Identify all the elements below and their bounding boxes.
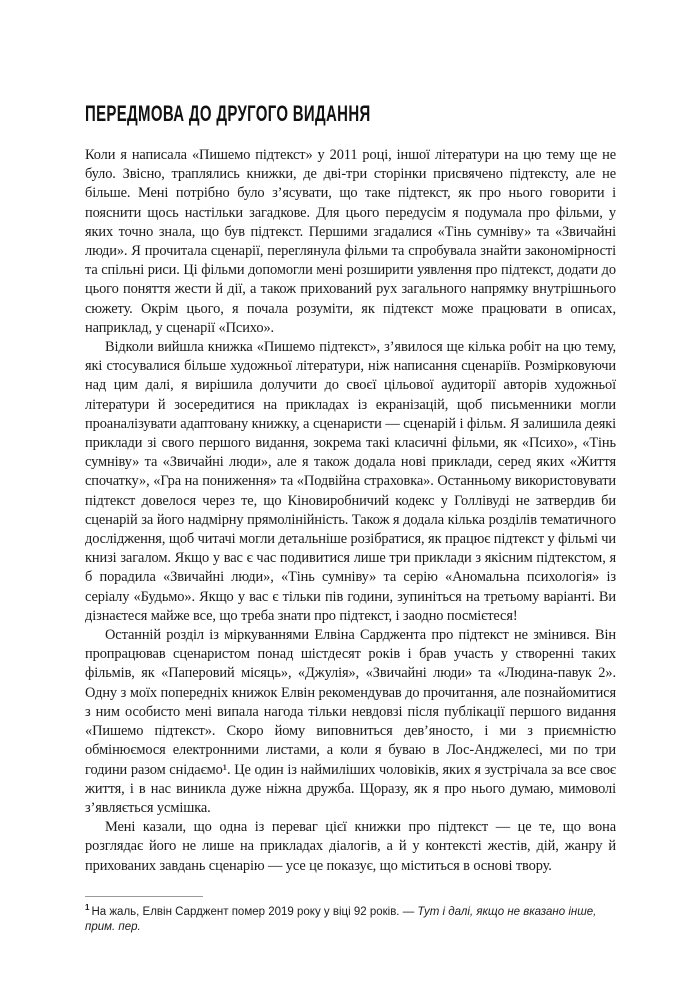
footnote-separator (85, 896, 203, 897)
footnote-translator-note: Тут і далі, якщо не вказано інше, прим. пер. (85, 905, 597, 933)
paragraph-1: Коли я написала «Пишемо підтекст» у 2011 році, іншої літератури на цю тему ще не було. Звісно, траплялись книжки, де дві-три сторінки присвячено підтексту, але не більше. Мені потрібно було з’ясувати, що таке підтекст, як про нього говорити і пояснити щось настільки загадкове. Для цього передусім я подумала про фільми, у яких точно знала, що був підтекст. Першими згадалися «Тінь сумніву» та «Звичайні люди». Я прочитала сценарії, переглянула фільми та спробувала знайти закономірності та спільні риси. Ці фільми допомогли мені розширити уявлення про підтекст, додати до цього поняття жести й дії, а також прихований рух загального напрямку внутрішнього сюжету. Окрім цього, я почала розуміти, як підтекст може працювати в описах, наприклад, у сценарії «Психо». (85, 147, 616, 336)
footnote (85, 902, 616, 935)
paragraph-3: Останній розділ із міркуваннями Елвіна Сарджента про підтекст не змінився. Він пропрацював сценаристом понад шістдесят років і брав участь у створенні таких фільмів, як «Паперовий місяць», «Джулія», «Звичайні люди» та «Людина-павук 2». Одну з моїх попередніх книжок Елвін рекомендував до прочитання, але познайомитися з ним особисто мені випала нагода тільки невдовзі після публікації першого видання «Пишемо підтекст». Скоро йому виповниться дев’яносто, і ми з приємністю обмінюємося електронними листами, а коли я буваю в Лос-Анджелесі, ми по три години разом снідаємо¹. Це один із наймиліших чоловіків, яких я зустрічала за все своє життя, і в нас виникла дуже ніжна дружба. Щоразу, як я про нього думаю, мимоволі з’являється усмішка. (85, 627, 616, 816)
page-content (85, 103, 616, 935)
chapter-heading: ПЕРЕДМОВА ДО ДРУГОГО ВИДАННЯ (85, 101, 371, 126)
footnote-block (85, 896, 616, 935)
body-text (85, 146, 616, 876)
paragraph-4: Мені казали, що одна із переваг цієї книжки про підтекст — це те, що вона розглядає його не лише на прикладах діалогів, а й у контексті жестів, дій, жанру й прихованих завдань сценарію — усе це показує, що міститься в основі твору. (85, 819, 616, 874)
footnote-body: На жаль, Елвін Сарджент помер 2019 року у віці 92 років. — (91, 905, 418, 918)
footnote-marker: 1 (85, 902, 90, 912)
paragraph-2: Відколи вийшла книжка «Пишемо підтекст», з’явилося ще кілька робіт на цю тему, які стосувалися більше художньої літератури, ніж написання сценаріїв. Розмірковуючи над цим далі, я вирішила долучити до своєї цільової аудиторії авторів художньої літератури й зосередитися на прикладах із екранізацій, щоб письменники могли проаналізувати адаптовану книжку, а сценаристи — сценарій і фільм. Я залишила деякі приклади зі свого першого видання, зокрема такі класичні фільми, як «Психо», «Тінь сумніву» та «Звичайні люди», але я також додала нові приклади, серед яких «Життя спочатку», «Гра на пониження» та «Подвійна страховка». Останньому використовувати підтекст довелося через те, що Кіновиробничий кодекс у Голлівуді не затвердив би сценарій за його надмірну прямолінійність. Також я додала кілька розділів тематичного дослідження, щоб читачі могли детальніше розібратися, як працює підтекст у фільмі чи книзі загалом. Якщо у вас є час подивитися лише три приклади з якісним підтекстом, я б порадила «Звичайні люди», «Тінь сумніву» та серію «Аномальна психологія» із серіалу «Будьмо». Якщо у вас є тільки пів години, зупиніться на третьому варіанті. Ви дізнаєтеся майже все, що треба знати про підтекст, і заодно посмієтеся! (85, 339, 616, 624)
